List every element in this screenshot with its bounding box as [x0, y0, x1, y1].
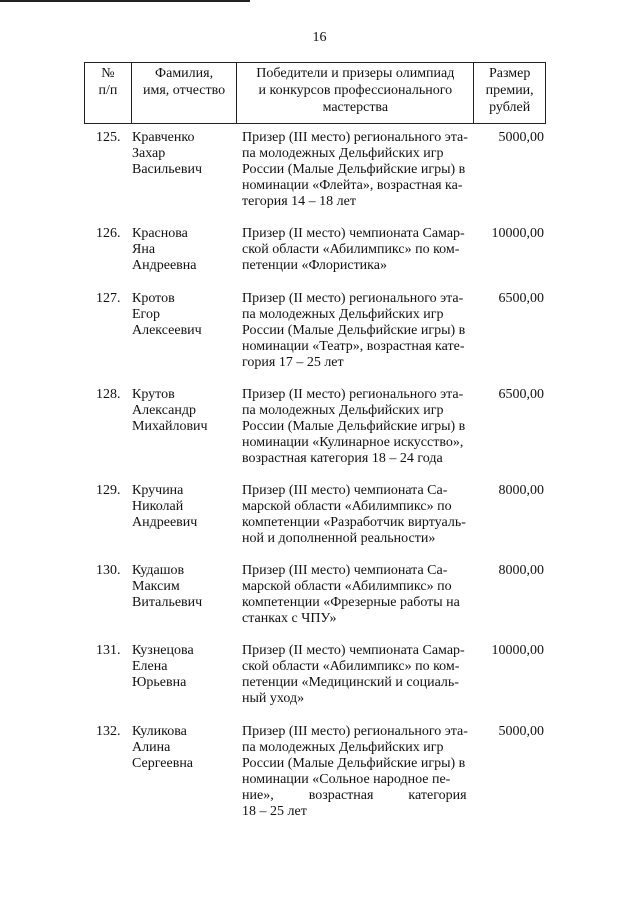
header-col-num: № п/п: [85, 63, 132, 123]
header-col-desc: Победители и призеры олимпиад и конкурсов профессионального мастерства: [237, 63, 474, 123]
top-rule: [0, 0, 250, 2]
row-description: Призер (III место) чемпионата Са- марской области «Абилимпикс» по компетенции «Фрезерные работы на станках с ЧПУ»: [242, 563, 460, 626]
row-name: Кручина Николай Андреевич: [132, 483, 198, 530]
table-header: [84, 62, 546, 124]
row-prize: 10000,00: [491, 226, 544, 241]
row-number: 129.: [96, 483, 121, 498]
row-description: Призер (III место) регионального эта- па молодежных Дельфийских игр России (Малые Дельфийские игры) в номинации «Сольное народное пе- ние», возрастная категория 18 – 25 лет: [242, 724, 468, 819]
row-prize: 6500,00: [498, 291, 544, 306]
row-name: Кудашов Максим Витальевич: [132, 563, 203, 610]
row-name: Кравченко Захар Васильевич: [132, 130, 202, 177]
row-prize: 5000,00: [498, 130, 544, 145]
row-number: 130.: [96, 563, 121, 578]
row-number: 125.: [96, 130, 121, 145]
row-number: 131.: [96, 643, 121, 658]
row-number: 127.: [96, 291, 121, 306]
row-name: Кротов Егор Алексеевич: [132, 291, 202, 338]
row-prize: 10000,00: [491, 643, 544, 658]
page-number: 16: [312, 30, 327, 45]
row-name: Крутов Александр Михайлович: [132, 387, 208, 434]
header-col-prize: Размер премии, рублей: [485, 66, 534, 115]
row-description: Призер (II место) чемпионата Самар- ской области «Абилимпикс» по ком- петенции «Флористика»: [242, 226, 465, 273]
row-number: 132.: [96, 724, 121, 739]
row-name: Куликова Алина Сергеевна: [132, 724, 194, 771]
row-description: Призер (II место) регионального эта- па молодежных Дельфийских игр России (Малые Дельфийские игры) в номинации «Театр», возрастная кате- гория 17 – 25 лет: [242, 291, 466, 370]
row-number: 126.: [96, 226, 121, 241]
header-col-name: Фамилия, имя, отчество: [132, 63, 238, 123]
row-prize: 6500,00: [498, 387, 544, 402]
row-description: Призер (II место) регионального эта- па молодежных Дельфийских игр России (Малые Дельфийские игры) в номинации «Кулинарное искусство», возрастная категория 18 – 24 года: [242, 387, 466, 466]
row-name: Кузнецова Елена Юрьевна: [132, 643, 194, 690]
row-prize: 8000,00: [498, 483, 544, 498]
row-prize: 8000,00: [498, 563, 544, 578]
row-prize: 5000,00: [498, 724, 544, 739]
row-description: Призер (II место) чемпионата Самар- ской области «Абилимпикс» по ком- петенции «Медицинский и социаль- ный уход»: [242, 643, 465, 706]
row-number: 128.: [96, 387, 121, 402]
row-description: Призер (III место) чемпионата Са- марской области «Абилимпикс» по компетенции «Разработчик виртуаль- ной и дополненной реальности»: [242, 483, 466, 546]
row-name: Краснова Яна Андреевна: [132, 226, 197, 273]
row-description: Призер (III место) регионального эта- па молодежных Дельфийских игр России (Малые Дельфийские игры) в номинации «Флейта», возрастная ка- тегория 14 – 18 лет: [242, 130, 468, 209]
